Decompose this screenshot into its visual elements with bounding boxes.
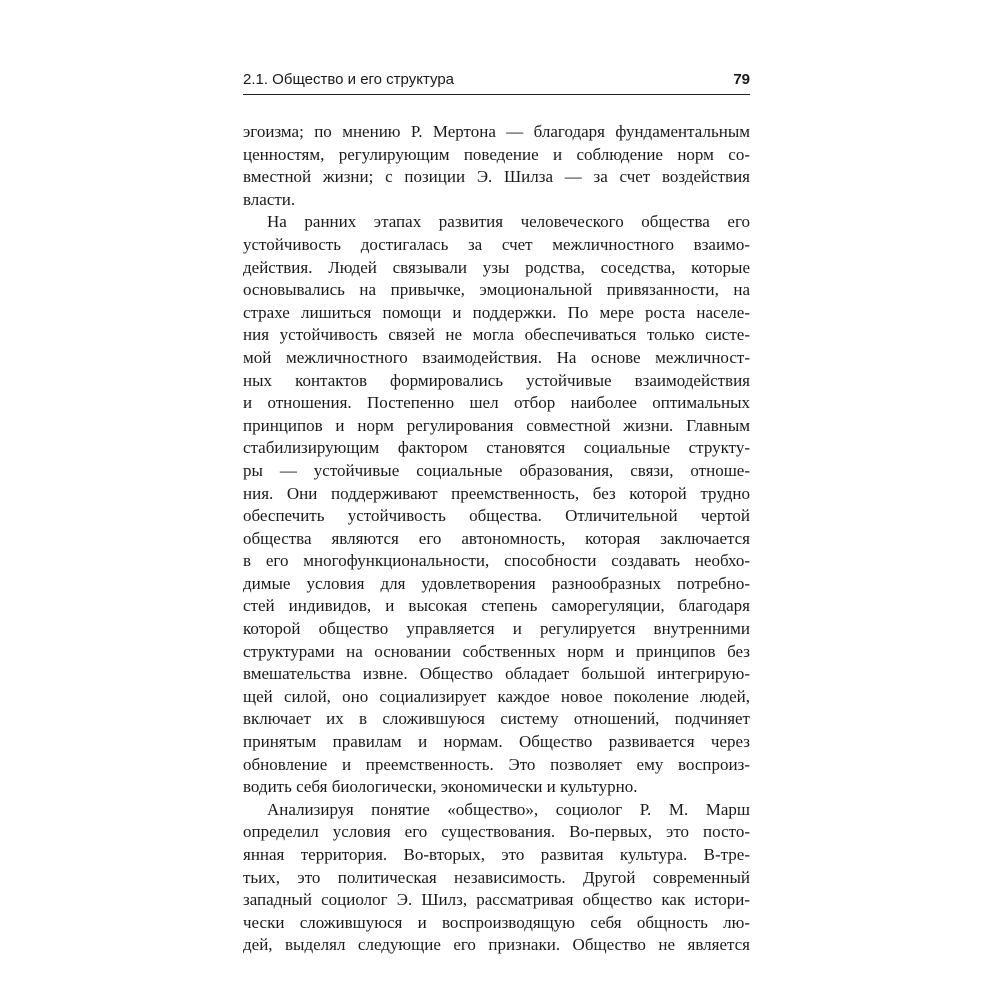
text-line: ценностям, регулирующим поведение и соблюдение норм со- <box>243 144 750 164</box>
text-line: дей, выделял следующие его признаки. Общество не является <box>243 935 750 955</box>
text-line: и отношения. Постепенно шел отбор наиболее оптимальных <box>243 393 750 413</box>
text-line: принятым правилам и нормам. Общество развивается через <box>243 732 750 752</box>
page-header <box>243 70 750 95</box>
paragraph-first-line: На ранних этапах развития человеческого общества его <box>267 212 750 232</box>
text-line: ных контактов формировались устойчивые взаимодействия <box>243 370 750 390</box>
text-line: западный социолог Э. Шилз, рассматривая общество как истори- <box>243 890 750 910</box>
text-line: общества являются его автономность, которая заключается <box>243 528 750 548</box>
text-line: страхе лишиться помощи и поддержки. По мере роста населе- <box>243 302 750 322</box>
text-line: ры — устойчивые социальные образования, связи, отноше- <box>243 460 750 480</box>
text-line: устойчивость достигалась за счет межличностного взаимо- <box>243 234 750 254</box>
text-line: действия. Людей связывали узы родства, соседства, которые <box>243 257 750 277</box>
text-line: водить себя биологически, экономически и культурно. <box>243 777 638 797</box>
page-number: 79 <box>733 71 750 88</box>
text-line: чески сложившуюся и воспроизводящую себя общность лю- <box>243 912 750 932</box>
text-line: обеспечить устойчивость общества. Отличительной чертой <box>243 506 750 526</box>
text-line: обновление и преемственность. Это позволяет ему воспроиз- <box>243 754 750 774</box>
text-line: вместной жизни; с позиции Э. Шилза — за счет воздействия <box>243 167 750 187</box>
text-line: щей силой, оно социализирует каждое новое поколение людей, <box>243 686 750 706</box>
text-line: основывались на привычке, эмоциональной привязанности, на <box>243 280 750 300</box>
text-line: янная территория. Во-вторых, это развитая культура. В-тре- <box>243 845 750 864</box>
text-line: принципов и норм регулирования совместной жизни. Главным <box>243 415 750 435</box>
paragraph-first-line: Анализируя понятие «общество», социолог Р. М. Марш <box>267 799 750 819</box>
text-line: стей индивидов, и высокая степень саморегуляции, благодаря <box>243 596 750 616</box>
body-text <box>243 121 750 957</box>
text-line: тьих, это политическая независимость. Другой современный <box>243 867 750 887</box>
text-line: вмешательства извне. Общество обладает большой интегрирую- <box>243 664 750 684</box>
text-line: ния. Они поддерживают преемственность, без которой трудно <box>243 483 750 503</box>
text-line: определил условия его существования. Во-первых, это посто- <box>243 822 750 842</box>
running-head: 2.1. Общество и его структура <box>243 71 455 88</box>
text-line: ния устойчивость связей не могла обеспечиваться только систе- <box>243 325 750 345</box>
text-line: в его многофункциональности, способности создавать необхо- <box>243 551 750 571</box>
text-line: мой межличностного взаимодействия. На основе межличност- <box>243 347 750 367</box>
text-line: димые условия для удовлетворения разнообразных потребно- <box>243 573 750 593</box>
text-line: эгоизма; по мнению Р. Мертона — благодаря фундаментальным <box>243 122 750 141</box>
text-line: стабилизирующим фактором становятся социальные структу- <box>243 438 750 458</box>
text-line: власти. <box>243 189 296 209</box>
text-line: структурами на основании собственных норм и принципов без <box>243 641 750 661</box>
text-line: включает их в сложившуюся систему отношений, подчиняет <box>243 709 750 729</box>
text-line: которой общество управляется и регулируется внутренними <box>243 619 750 639</box>
